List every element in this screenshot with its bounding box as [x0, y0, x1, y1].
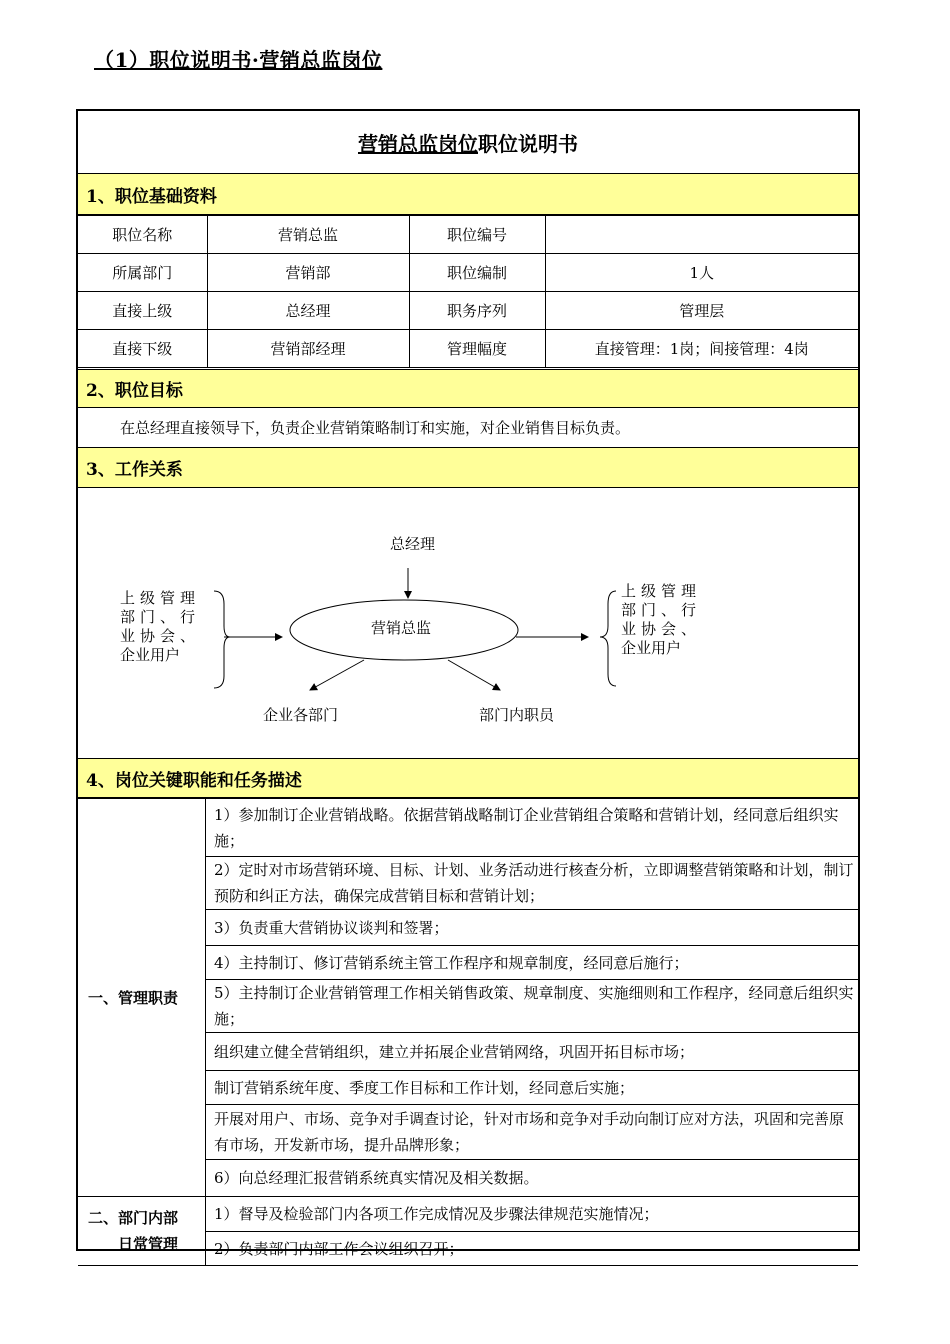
duty-item: 组织建立健全营销组织，建立并拓展企业营销网络，巩固开拓目标市场； [206, 1033, 859, 1071]
duty-item: 1）督导及检验部门内各项工作完成情况及步骤法律规范实施情况； [206, 1197, 859, 1232]
info-label: 直接下级 [78, 330, 207, 368]
duty-item: 开展对用户、市场、竞争对手调查讨论，针对市场和竞争对手动向制订应对方法，巩固和完善原有市场，开发新市场，提升品牌形象； [206, 1105, 859, 1160]
info-label: 职务序列 [409, 292, 545, 330]
relations-diagram [78, 488, 858, 759]
duty-item: 6）向总经理汇报营销系统真实情况及相关数据。 [206, 1160, 859, 1197]
diagram-right-line: 部门、行 [621, 601, 702, 619]
duty-item: 5）主持制订企业营销管理工作相关销售政策、规章制度、实施细则和工作程序，经同意后组织实施； [206, 980, 859, 1033]
arrow-to-bottom-right [448, 660, 500, 690]
info-label: 所属部门 [78, 254, 207, 292]
section-heading-goal: 2、职位目标 [78, 369, 858, 408]
document-title-rest: 职位说明书 [478, 131, 578, 156]
diagram-top-label: 总经理 [390, 535, 436, 553]
section-heading-duties: 4、岗位关键职能和任务描述 [78, 759, 858, 798]
job-description-frame [76, 109, 860, 1258]
diagram-right-line: 企业用户 [621, 639, 682, 657]
duty-item: 2）负责部门内部工作会议组织召开； [206, 1232, 859, 1266]
info-label: 直接上级 [78, 292, 207, 330]
goal-text: 在总经理直接领导下，负责企业营销策略制订和实施，对企业销售目标负责。 [78, 408, 858, 448]
info-value: 1人 [545, 254, 858, 292]
diagram-left-label [120, 589, 200, 665]
table-row [78, 254, 858, 292]
diagram-right-label [621, 582, 701, 658]
duty-item: 制订营销系统年度、季度工作目标和工作计划，经同意后实施； [206, 1071, 859, 1105]
info-value [545, 216, 858, 254]
info-value: 直接管理：1岗；间接管理：4岗 [545, 330, 858, 368]
diagram-left-line: 上级管理 [120, 589, 201, 607]
table-row [78, 292, 858, 330]
table-row [78, 1197, 858, 1232]
info-value: 营销部经理 [207, 330, 409, 368]
duty-category [78, 1197, 206, 1266]
duty-item: 2）定时对市场营销环境、目标、计划、业务活动进行核查分析，立即调整营销策略和计划，制订预防和纠正方法，确保完成营销目标和营销计划； [206, 857, 859, 910]
diagram-center-label: 营销总监 [371, 619, 432, 637]
diagram-bottom-right-label: 部门内职员 [479, 706, 555, 724]
info-value: 营销总监 [207, 216, 409, 254]
info-label: 职位名称 [78, 216, 207, 254]
section-heading-relations: 3、工作关系 [78, 448, 858, 488]
diagram-left-line: 企业用户 [120, 646, 181, 664]
table-row [78, 330, 858, 368]
arrow-to-bottom-left [310, 660, 364, 690]
page-title: （1）职位说明书·营销总监岗位 [94, 48, 383, 72]
duty-category-line: 日常管理 [118, 1235, 179, 1253]
section-heading-basic-info: 1、职位基础资料 [78, 174, 858, 215]
table-row [78, 799, 858, 857]
diagram-right-line: 业协会、 [621, 620, 702, 638]
duty-item: 4）主持制订、修订营销系统主管工作程序和规章制度，经同意后施行； [206, 946, 859, 980]
right-brace [600, 591, 616, 686]
diagram-left-line: 业协会、 [120, 627, 201, 645]
diagram-left-line: 部门、行 [120, 608, 201, 626]
info-value: 总经理 [207, 292, 409, 330]
document-title [78, 111, 858, 174]
duty-item: 1）参加制订企业营销战略。依据营销战略制订企业营销组合策略和营销计划，经同意后组织实施； [206, 799, 859, 857]
info-label: 职位编制 [409, 254, 545, 292]
duty-category-line: 二、部门内部 [88, 1209, 179, 1227]
info-value: 营销部 [207, 254, 409, 292]
duty-category: 一、管理职责 [78, 799, 206, 1197]
left-brace [214, 591, 230, 688]
duties-table [78, 798, 858, 1266]
basic-info-table [78, 215, 858, 368]
table-row [78, 216, 858, 254]
info-value: 管理层 [545, 292, 858, 330]
info-label: 管理幅度 [409, 330, 545, 368]
duty-item: 3）负责重大营销协议谈判和签署； [206, 910, 859, 946]
document-title-underlined: 营销总监岗位 [358, 131, 478, 156]
diagram-right-line: 上级管理 [621, 582, 702, 600]
info-label: 职位编号 [409, 216, 545, 254]
diagram-bottom-left-label: 企业各部门 [263, 706, 339, 724]
